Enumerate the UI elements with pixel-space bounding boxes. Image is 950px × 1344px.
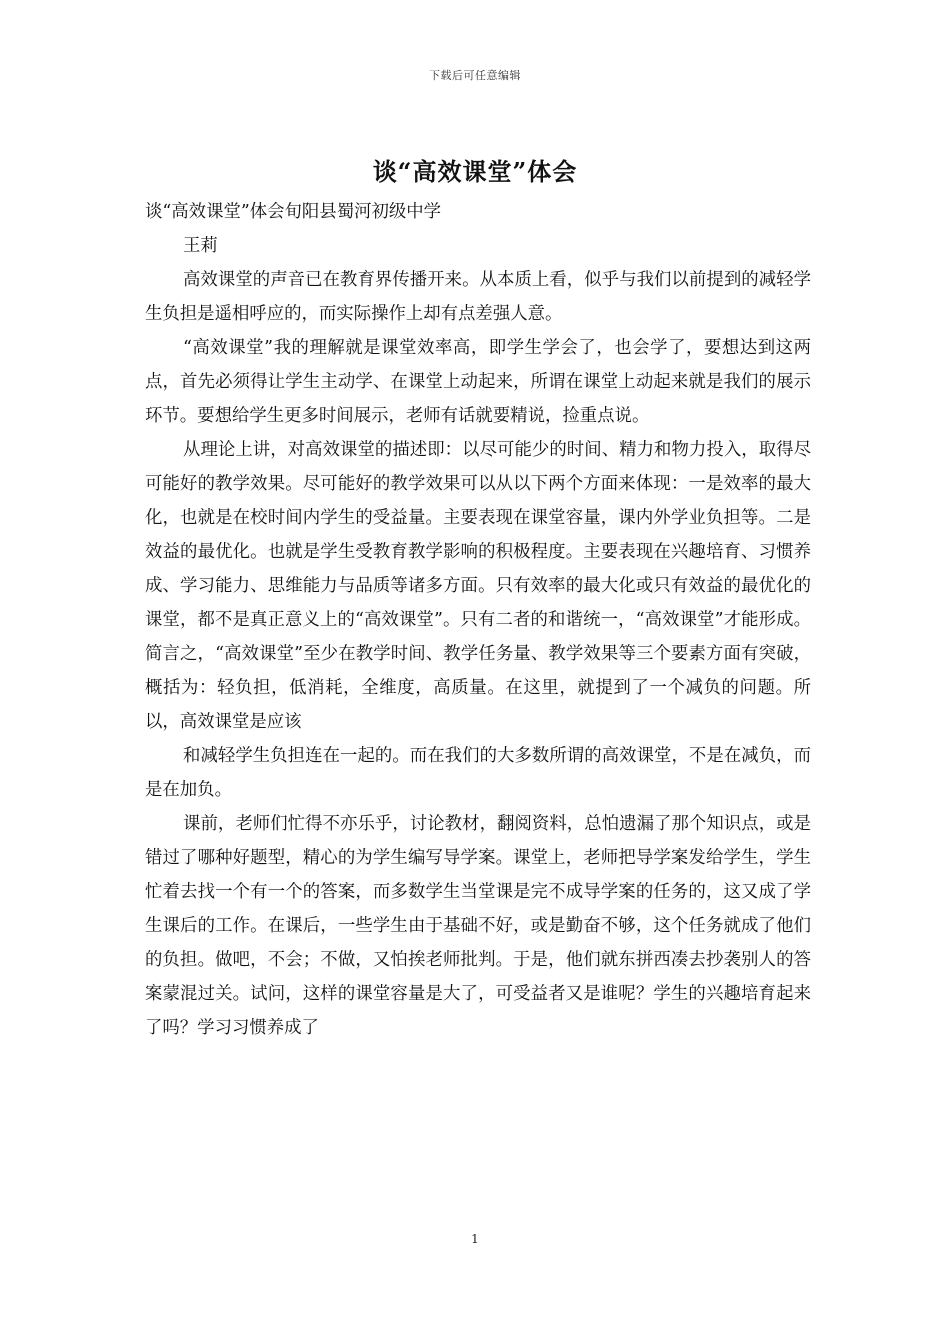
- paragraph-2: “高效课堂”我的理解就是课堂效率高，即学生学会了，也会学了，要想达到这两点，首先必须得让学生主动学、在课堂上动起来，所谓在课堂上动起来就是我们的展示环节。要想给学生更多时间展示，老师有话就要精说，捡重点说。: [145, 338, 811, 426]
- header-note: 下载后可任意编辑: [429, 69, 521, 82]
- author-line: 王莉: [183, 236, 218, 256]
- document-body: [145, 195, 811, 1045]
- document-title: 谈“高效课堂”体会: [372, 157, 578, 186]
- paragraph-5: 课前，老师们忙得不亦乐乎，讨论教材，翻阅资料，总怕遗漏了那个知识点，或是错过了哪种好题型，精心的为学生编写导学案。课堂上，老师把导学案发给学生，学生忙着去找一个有一个的答案，而多数学生当堂课是完不成导学案的任务的，这又成了学生课后的工作。在课后，一些学生由于基础不好，或是勤奋不够，这个任务就成了他们的负担。做吧，不会；不做，又怕挨老师批判。于是，他们就东拼西凑去抄袭别人的答案蒙混过关。试问，这样的课堂容量是大了，可受益者又是谁呢？学生的兴趣培育起来了吗？学习习惯养成了: [145, 814, 811, 1038]
- paragraph-3: 从理论上讲，对高效课堂的描述即：以尽可能少的时间、精力和物力投入，取得尽可能好的教学效果。尽可能好的教学效果可以从以下两个方面来体现：一是效率的最大化，也就是在校时间内学生的受益量。主要表现在课堂容量，课内外学业负担等。二是效益的最优化。也就是学生受教育教学影响的积极程度。主要表现在兴趣培育、习惯养成、学习能力、思维能力与品质等诸多方面。只有效率的最大化或只有效益的最优化的课堂，都不是真正意义上的“高效课堂”。只有二者的和谐统一，“高效课堂”才能形成。简言之，“高效课堂”至少在教学时间、教学任务量、教学效果等三个要素方面有突破，概括为：轻负担，低消耗，全维度，高质量。在这里，就提到了一个减负的问题。所以，高效课堂是应该: [145, 440, 811, 732]
- subtitle-line: 谈“高效课堂”体会旬阳县蜀河初级中学: [145, 202, 442, 222]
- paragraph-1: 高效课堂的声音已在教育界传播开来。从本质上看，似乎与我们以前提到的减轻学生负担是遥相呼应的，而实际操作上却有点差强人意。: [145, 270, 811, 324]
- paragraph-4: 和减轻学生负担连在一起的。而在我们的大多数所谓的高效课堂，不是在减负，而是在加负。: [145, 746, 811, 800]
- page-number: 1: [471, 1232, 479, 1246]
